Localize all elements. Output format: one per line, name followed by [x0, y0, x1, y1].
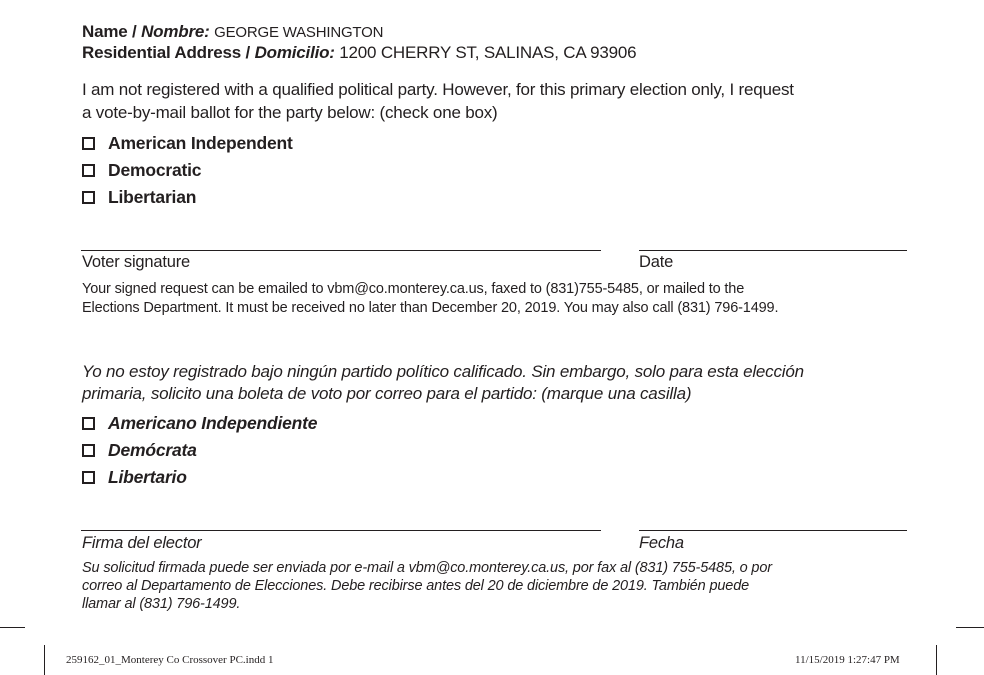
spanish-intro-line-1: Yo no estoy registrado bajo ningún partido político calificado. Sin embargo, solo para esta elección: [82, 362, 804, 381]
option-libertario[interactable]: [82, 466, 187, 488]
voter-signature-label: Voter signature: [82, 253, 190, 271]
spanish-intro: [82, 361, 804, 405]
spanish-note-line-3: llamar al (831) 796-1499.: [82, 596, 241, 612]
address-value: 1200 CHERRY ST, SALINAS, CA 93906: [339, 43, 637, 62]
option-label: Demócrata: [108, 439, 197, 460]
option-label: Libertarian: [108, 186, 197, 207]
date-line[interactable]: [639, 250, 907, 251]
spanish-note-line-1: Su solicitud firmada puede ser enviada por e-mail a vbm@co.monterey.ca.us, por fax al (831) 755-5485, o por: [82, 560, 772, 576]
address-row: [82, 43, 636, 63]
spanish-intro-line-2: primaria, solicito una boleta de voto por correo para el partido: (marque una casilla): [82, 384, 692, 403]
english-note-line-2: Elections Department. It must be received no later than December 20, 2019. You may also call (831) 796-1499.: [82, 299, 779, 316]
fecha-line[interactable]: [639, 530, 907, 531]
english-instructions: [82, 280, 778, 317]
spanish-instructions: [82, 559, 772, 613]
option-democrata[interactable]: [82, 439, 197, 461]
crop-mark-left-horizontal: [0, 627, 25, 628]
option-label: American Independent: [108, 132, 293, 153]
option-americano-independiente[interactable]: [82, 412, 317, 434]
english-intro-line-1: I am not registered with a qualified political party. However, for this primary election only, I request: [82, 80, 794, 99]
name-label: Name / Nombre:: [82, 22, 210, 41]
checkbox-democrata[interactable]: [82, 444, 95, 457]
name-row: [82, 22, 383, 42]
option-democratic[interactable]: [82, 159, 201, 181]
slug-filename: 259162_01_Monterey Co Crossover PC.indd 1: [66, 654, 274, 666]
english-intro-line-2: a vote-by-mail ballot for the party below: (check one box): [82, 103, 498, 122]
spanish-note-line-2: correo al Departamento de Elecciones. Debe recibirse antes del 20 de diciembre de 2019. También puede: [82, 578, 750, 594]
checkbox-american-independent[interactable]: [82, 137, 95, 150]
firma-line[interactable]: [81, 530, 601, 531]
slug-timestamp: 11/15/2019 1:27:47 PM: [795, 654, 900, 666]
fecha-label: Fecha: [639, 534, 684, 552]
checkbox-americano-independiente[interactable]: [82, 417, 95, 430]
checkbox-libertarian[interactable]: [82, 191, 95, 204]
crop-mark-right-horizontal: [956, 627, 984, 628]
checkbox-libertario[interactable]: [82, 471, 95, 484]
english-intro: [82, 78, 794, 124]
firma-label: Firma del elector: [82, 534, 202, 552]
option-label: Americano Independiente: [108, 412, 318, 433]
date-label: Date: [639, 253, 674, 271]
option-label: Libertario: [108, 466, 187, 487]
crop-mark-left-vertical: [44, 645, 45, 675]
english-note-line-1: Your signed request can be emailed to vbm@co.monterey.ca.us, faxed to (831)755-5485, or mailed to the: [82, 281, 745, 297]
checkbox-democratic[interactable]: [82, 164, 95, 177]
option-american-independent[interactable]: [82, 132, 293, 154]
name-value: GEORGE WASHINGTON: [214, 24, 384, 41]
crop-mark-right-vertical: [936, 645, 937, 675]
address-label: Residential Address / Domicilio:: [82, 43, 335, 62]
option-label: Democratic: [108, 159, 202, 180]
option-libertarian[interactable]: [82, 186, 196, 208]
voter-signature-line[interactable]: [81, 250, 601, 251]
